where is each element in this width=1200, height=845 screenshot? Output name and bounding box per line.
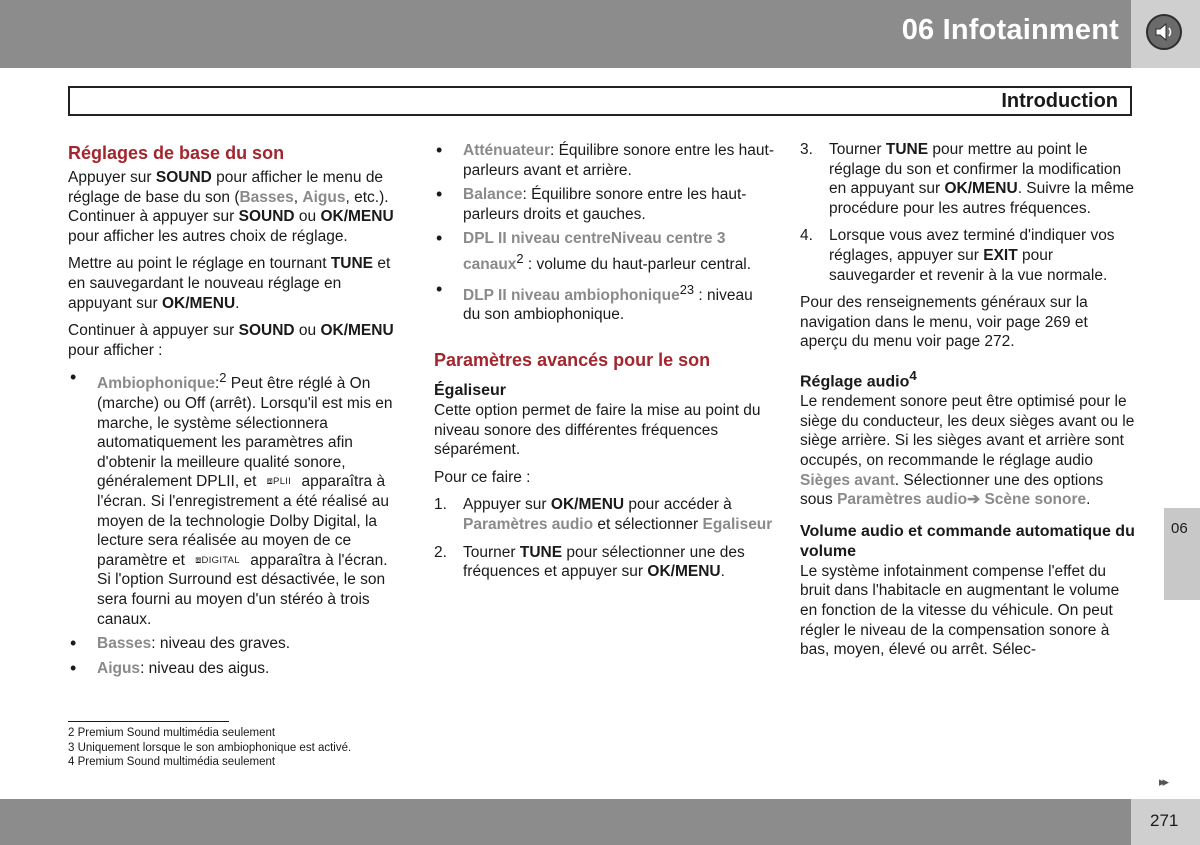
paragraph: Continuer à appuyer sur SOUND ou OK/MENU pour afficher : xyxy=(68,322,394,359)
chapter-title: 06 Infotainment xyxy=(901,14,1119,46)
bullet-list xyxy=(434,141,774,325)
dolby-digital-icon: ⧈DIGITAL xyxy=(195,554,240,566)
list-item: 2. Tourner TUNE pour sélectionner une des fréquences et appuyer sur OK/MENU. xyxy=(434,543,745,581)
footnote: 4 Premium Sound multimédia seulement xyxy=(68,756,276,768)
list-item: • Ambiophonique:$^2$ Peut être réglé à On (marche) ou Off (arrêt). Lorsqu'il est mis en marche, le système sélectionnera automatiquement les paramètres afin d'obtenir la meilleure qualité sonore, généralement DPLII, et ⧈PLII apparaîtra à l'écran. Si l'enregistrement a été réalisé au moyen de la technologie Dolby Digital, la lecture sera réalisée au moyen de ce paramètre et ⧈DIGITAL apparaîtra à l'écran. Si l'option Surround est désactivée, le son sera fourni au moyen d'un stéréo à trois canaux. xyxy=(68,368,403,629)
section-title-box xyxy=(68,86,1132,116)
footnote: 3 Uniquement lorsque le son ambiophonique est activé. xyxy=(68,741,352,754)
paragraph: Mettre au point le réglage en tournant TUNE et en sauvegardant le nouveau réglage en appuyant sur OK/MENU. xyxy=(68,255,391,312)
page-number-box xyxy=(1131,799,1200,845)
subheading-audio-setting: Réglage audio$^4$ xyxy=(800,367,917,391)
continue-arrows-icon: ▸▸ xyxy=(1159,774,1167,789)
dolby-pl2-icon: ⧈PLII xyxy=(266,476,292,488)
paragraph: Appuyer sur SOUND pour afficher le menu de réglage de base du son (Basses, Aigus, etc.). Continuer à appuyer sur SOUND ou OK/MENU pour afficher les autres choix de réglage. xyxy=(68,169,394,245)
list-item: 3. Tourner TUNE pour mettre au point le réglage du son et confirmer la modification en appuyant sur OK/MENU. Suivre la même procédure pour les autres fréquences. xyxy=(800,141,1134,217)
arrow-right-icon: ➔ xyxy=(967,491,981,509)
list-item: 4. Lorsque vous avez terminé d'indiquer vos réglages, appuyer sur EXIT pour sauvegarder et revenir à la vue normale. xyxy=(800,227,1115,284)
paragraph: Cette option permet de faire la mise au point du niveau sonore des différentes fréquences séparément. xyxy=(434,402,761,459)
step-list xyxy=(434,495,774,581)
heading-basic-sound: Réglages de base du son xyxy=(68,143,285,163)
step-list xyxy=(800,140,1135,285)
list-item: • Atténuateur: Équilibre sonore entre les haut-parleurs avant et arrière. xyxy=(434,141,774,180)
footnotes xyxy=(68,726,351,770)
section-title: Introduction xyxy=(1001,90,1118,112)
paragraph: Pour des renseignements généraux sur la navigation dans le menu, voir page 269 et aperçu du menu voir page 272. xyxy=(800,294,1088,351)
list-item: 1. Appuyer sur OK/MENU pour accéder à Paramètres audio et sélectionner Egaliseur xyxy=(434,496,773,534)
heading-advanced-sound: Paramètres avancés pour le son xyxy=(434,350,711,371)
list-item: • Basses: niveau des graves. xyxy=(68,634,403,654)
list-item: • Balance: Équilibre sonore entre les haut-parleurs droits et gauches. xyxy=(434,185,774,224)
side-tab-label: 06 xyxy=(1171,520,1188,537)
speaker-icon xyxy=(1146,14,1182,50)
header-icon-box xyxy=(1131,0,1200,68)
chapter-side-tab xyxy=(1164,508,1200,600)
paragraph: Pour ce faire : xyxy=(434,468,531,486)
list-item: • DLP II niveau ambiophonique$^{23}$ : niveau du son ambiophonique. xyxy=(434,280,774,325)
header-bar xyxy=(0,0,1131,68)
subheading-equalizer: Égaliseur xyxy=(434,382,507,400)
column-1 xyxy=(68,140,403,683)
paragraph: Le système infotainment compense l'effet du bruit dans l'habitacle en augmentant le volume en fonction de la vitesse du véhicule. On peut régler le niveau de la compensation sonore à bas, moyen, élevé ou arrêt. Sélec- xyxy=(800,562,1120,659)
footnote-divider xyxy=(68,721,229,722)
column-2 xyxy=(434,141,774,590)
list-item: • DPL II niveau centreNiveau centre 3 canaux$^2$ : volume du haut-parleur central. xyxy=(434,229,774,274)
footer-bar xyxy=(0,799,1131,845)
footnote: 2 Premium Sound multimédia seulement xyxy=(68,727,276,739)
column-3 xyxy=(800,140,1135,668)
list-item: • Aigus: niveau des aigus. xyxy=(68,659,403,679)
paragraph: Le rendement sonore peut être optimisé pour le siège du conducteur, les deux sièges avant ou le siège arrière. Si les sièges avant et arrière sont occupés, on recommande le réglage audio Sièges avant. Sélectionner une des options sous Paramètres audio➔ Scène sonore. xyxy=(800,393,1135,509)
subheading-volume: Volume audio et commande automatique du volume xyxy=(800,522,1135,560)
page-number: 271 xyxy=(1150,811,1179,830)
bullet-list xyxy=(68,368,403,678)
